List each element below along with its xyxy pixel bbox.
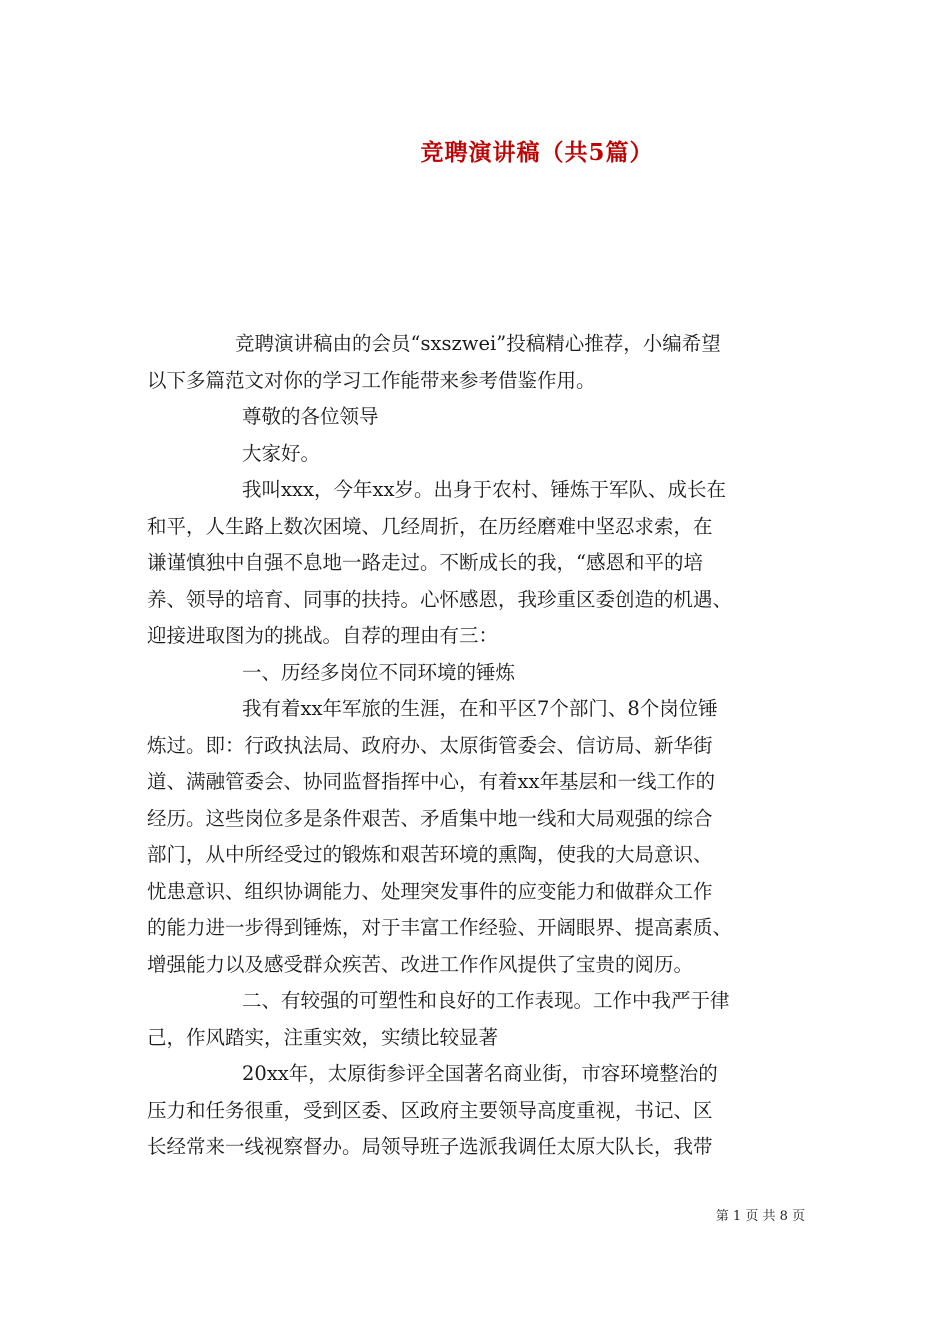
paragraph-line: 和平，人生路上数次困境、几经周折，在历经磨难中坚忍求索，在 bbox=[147, 514, 713, 538]
document-body bbox=[147, 326, 817, 1166]
paragraph-line: 迎接进取图为的挑战。自荐的理由有三： bbox=[147, 624, 499, 647]
paragraph-line: 己，作风踏实，注重实效，实绩比较显著 bbox=[147, 1025, 499, 1049]
paragraph-line: 养、领导的培育、同事的扶持。心怀感恩，我珍重区委创造的机遇、 bbox=[147, 587, 733, 611]
paragraph-line: 竞聘演讲稿由的会员“sxszwei”投稿精心推荐，小编希望 bbox=[235, 332, 721, 355]
document-title: 竞聘演讲稿（共5篇） bbox=[420, 139, 654, 166]
paragraph-line: 部门，从中所经受过的锻炼和艰苦环境的熏陶，使我的大局意识、 bbox=[147, 843, 713, 866]
paragraph-line: 压力和任务很重，受到区委、区政府主要领导高度重视，书记、区 bbox=[147, 1098, 713, 1122]
salutation-line: 尊敬的各位领导 bbox=[242, 405, 379, 428]
section-heading: 一、历经多岗位不同环境的锤炼 bbox=[242, 660, 516, 684]
paragraph-line: 我有着xx年军旅的生涯，在和平区7个部门、8个岗位锤 bbox=[242, 697, 718, 720]
paragraph-line: 我叫xxx，今年xx岁。出身于农村、锤炼于军队、成长在 bbox=[242, 478, 726, 501]
paragraph-line: 谦谨慎独中自强不息地一路走过。不断成长的我，“感恩和平的培 bbox=[147, 551, 703, 574]
paragraph-line: 增强能力以及感受群众疾苦、改进工作作风提供了宝贵的阅历。 bbox=[147, 952, 694, 976]
paragraph-line: 20xx年，太原街参评全国著名商业街，市容环境整治的 bbox=[242, 1062, 718, 1085]
greeting-line: 大家好。 bbox=[242, 441, 321, 465]
paragraph-line: 忧患意识、组织协调能力、处理突发事件的应变能力和做群众工作 bbox=[147, 879, 713, 903]
paragraph-line: 长经常来一线视察督办。局领导班子选派我调任太原大队长，我带 bbox=[147, 1135, 713, 1158]
paragraph-line: 经历。这些岗位多是条件艰苦、矛盾集中地一线和大局观强的综合 bbox=[147, 806, 713, 830]
paragraph-line: 以下多篇范文对你的学习工作能带来参考借鉴作用。 bbox=[147, 368, 596, 392]
paragraph-line: 炼过。即：行政执法局、政府办、太原街管委会、信访局、新华街 bbox=[147, 733, 713, 757]
paragraph-line: 的能力进一步得到锤炼，对于丰富工作经验、开阔眼界、提高素质、 bbox=[147, 916, 733, 939]
paragraph-line: 道、满融管委会、协同监督指挥中心，有着xx年基层和一线工作的 bbox=[147, 770, 715, 793]
page-footer: 第 1 页 共 8 页 bbox=[715, 1209, 805, 1224]
section-heading: 二、有较强的可塑性和良好的工作表现。工作中我严于律 bbox=[242, 989, 730, 1012]
